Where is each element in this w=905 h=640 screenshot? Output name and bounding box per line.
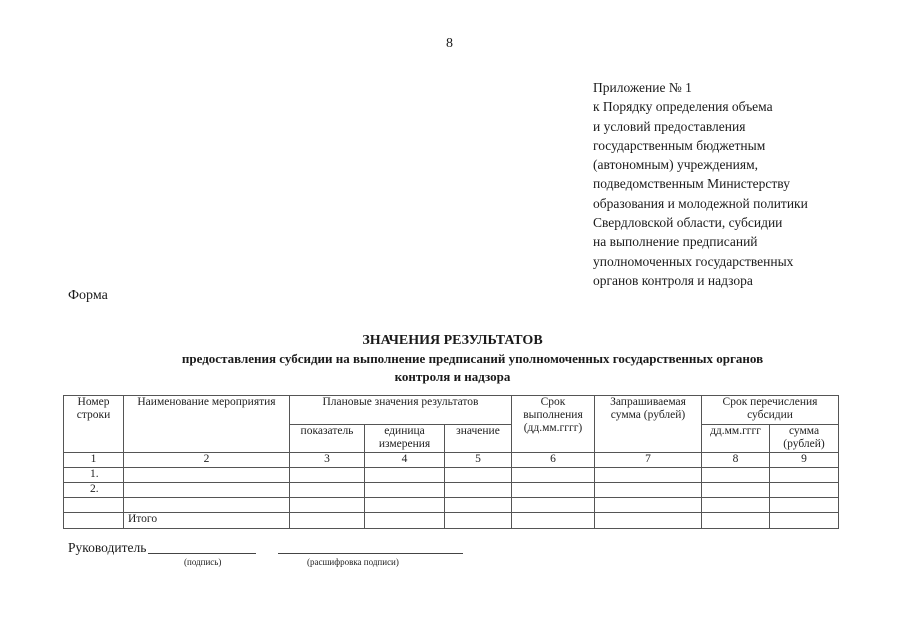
table-cell	[595, 498, 702, 513]
appendix-line: Свердловской области, субсидии	[593, 215, 783, 231]
document-title: ЗНАЧЕНИЯ РЕЗУЛЬТАТОВ	[362, 333, 543, 348]
table-cell	[64, 513, 124, 529]
table-row	[64, 483, 839, 498]
column-number: 6	[512, 453, 595, 468]
table-cell	[445, 498, 512, 513]
table-cell	[512, 483, 595, 498]
table-cell	[770, 483, 839, 498]
column-number: 8	[702, 453, 770, 468]
table-cell	[595, 468, 702, 483]
signature-label: Руководитель	[68, 540, 147, 555]
results-table	[63, 395, 839, 529]
column-number: 3	[290, 453, 365, 468]
document-subtitle-line2: контроля и надзора	[394, 369, 511, 384]
table-cell	[512, 513, 595, 529]
appendix-line: государственным бюджетным	[593, 137, 766, 153]
signature-line	[148, 553, 256, 554]
header-unit: единица измерения	[365, 425, 445, 453]
table-row	[64, 498, 839, 513]
table-cell	[595, 483, 702, 498]
appendix-line: (автономным) учреждениям,	[593, 157, 759, 173]
table-cell	[365, 498, 445, 513]
header-transfer-sum: сумма (рублей)	[770, 425, 839, 453]
header-event-name: Наименование мероприятия	[124, 396, 290, 453]
table-cell	[290, 513, 365, 529]
table-cell	[290, 498, 365, 513]
column-number: 4	[365, 453, 445, 468]
form-label: Форма	[68, 288, 108, 303]
table-cell	[124, 483, 290, 498]
column-number: 2	[124, 453, 290, 468]
table-cell	[445, 483, 512, 498]
signature-decoding-caption: (расшифровка подписи)	[307, 557, 399, 567]
column-number: 5	[445, 453, 512, 468]
table-cell	[512, 498, 595, 513]
signature-caption: (подпись)	[184, 557, 222, 567]
table-cell	[124, 468, 290, 483]
table-cell	[64, 498, 124, 513]
table-cell	[702, 498, 770, 513]
table-cell	[702, 483, 770, 498]
table-cell	[445, 513, 512, 529]
appendix-line: к Порядку определения объема	[593, 99, 773, 115]
appendix-line: уполномоченных государственных	[593, 253, 794, 269]
table-cell	[365, 468, 445, 483]
page-number: 8	[446, 36, 453, 51]
table-cell	[770, 468, 839, 483]
header-requested-amount: Запрашиваемая сумма (рублей)	[595, 396, 702, 453]
table-row	[64, 468, 839, 483]
table-cell	[702, 513, 770, 529]
header-value: значение	[445, 425, 512, 453]
table-cell	[702, 468, 770, 483]
appendix-line: Приложение № 1	[593, 80, 692, 95]
table-cell	[512, 468, 595, 483]
header-row-number: Номер строки	[64, 396, 124, 453]
signature-decoding-line	[278, 553, 463, 554]
appendix-block	[593, 78, 873, 290]
column-number: 9	[770, 453, 839, 468]
total-label: Итого	[124, 513, 290, 529]
table-cell	[770, 498, 839, 513]
column-numbers-row	[64, 453, 839, 468]
header-indicator: показатель	[290, 425, 365, 453]
row-label: 1.	[64, 468, 124, 483]
column-number: 7	[595, 453, 702, 468]
appendix-line: подведомственным Министерству	[593, 176, 790, 192]
header-deadline: Срок выполнения (дд.мм.гггг)	[512, 396, 595, 453]
table-cell	[290, 468, 365, 483]
row-label: 2.	[64, 483, 124, 498]
total-row	[64, 513, 839, 529]
table-cell	[365, 483, 445, 498]
table-cell	[365, 513, 445, 529]
header-transfer-schedule: Срок перечисления субсидии	[702, 396, 839, 425]
appendix-line: образования и молодежной политики	[593, 195, 808, 211]
appendix-line: органов контроля и надзора	[593, 272, 753, 288]
header-transfer-date: дд.мм.гггг	[702, 425, 770, 453]
table-cell	[290, 483, 365, 498]
appendix-line: и условий предоставления	[593, 118, 746, 134]
table-cell	[124, 498, 290, 513]
table-cell	[595, 513, 702, 529]
column-number: 1	[64, 453, 124, 468]
table-cell	[445, 468, 512, 483]
document-subtitle-line1: предоставления субсидии на выполнение предписаний уполномоченных государственных органов	[181, 351, 764, 366]
header-planned-values: Плановые значения результатов	[290, 396, 512, 425]
appendix-line: на выполнение предписаний	[593, 234, 758, 250]
table-cell	[770, 513, 839, 529]
